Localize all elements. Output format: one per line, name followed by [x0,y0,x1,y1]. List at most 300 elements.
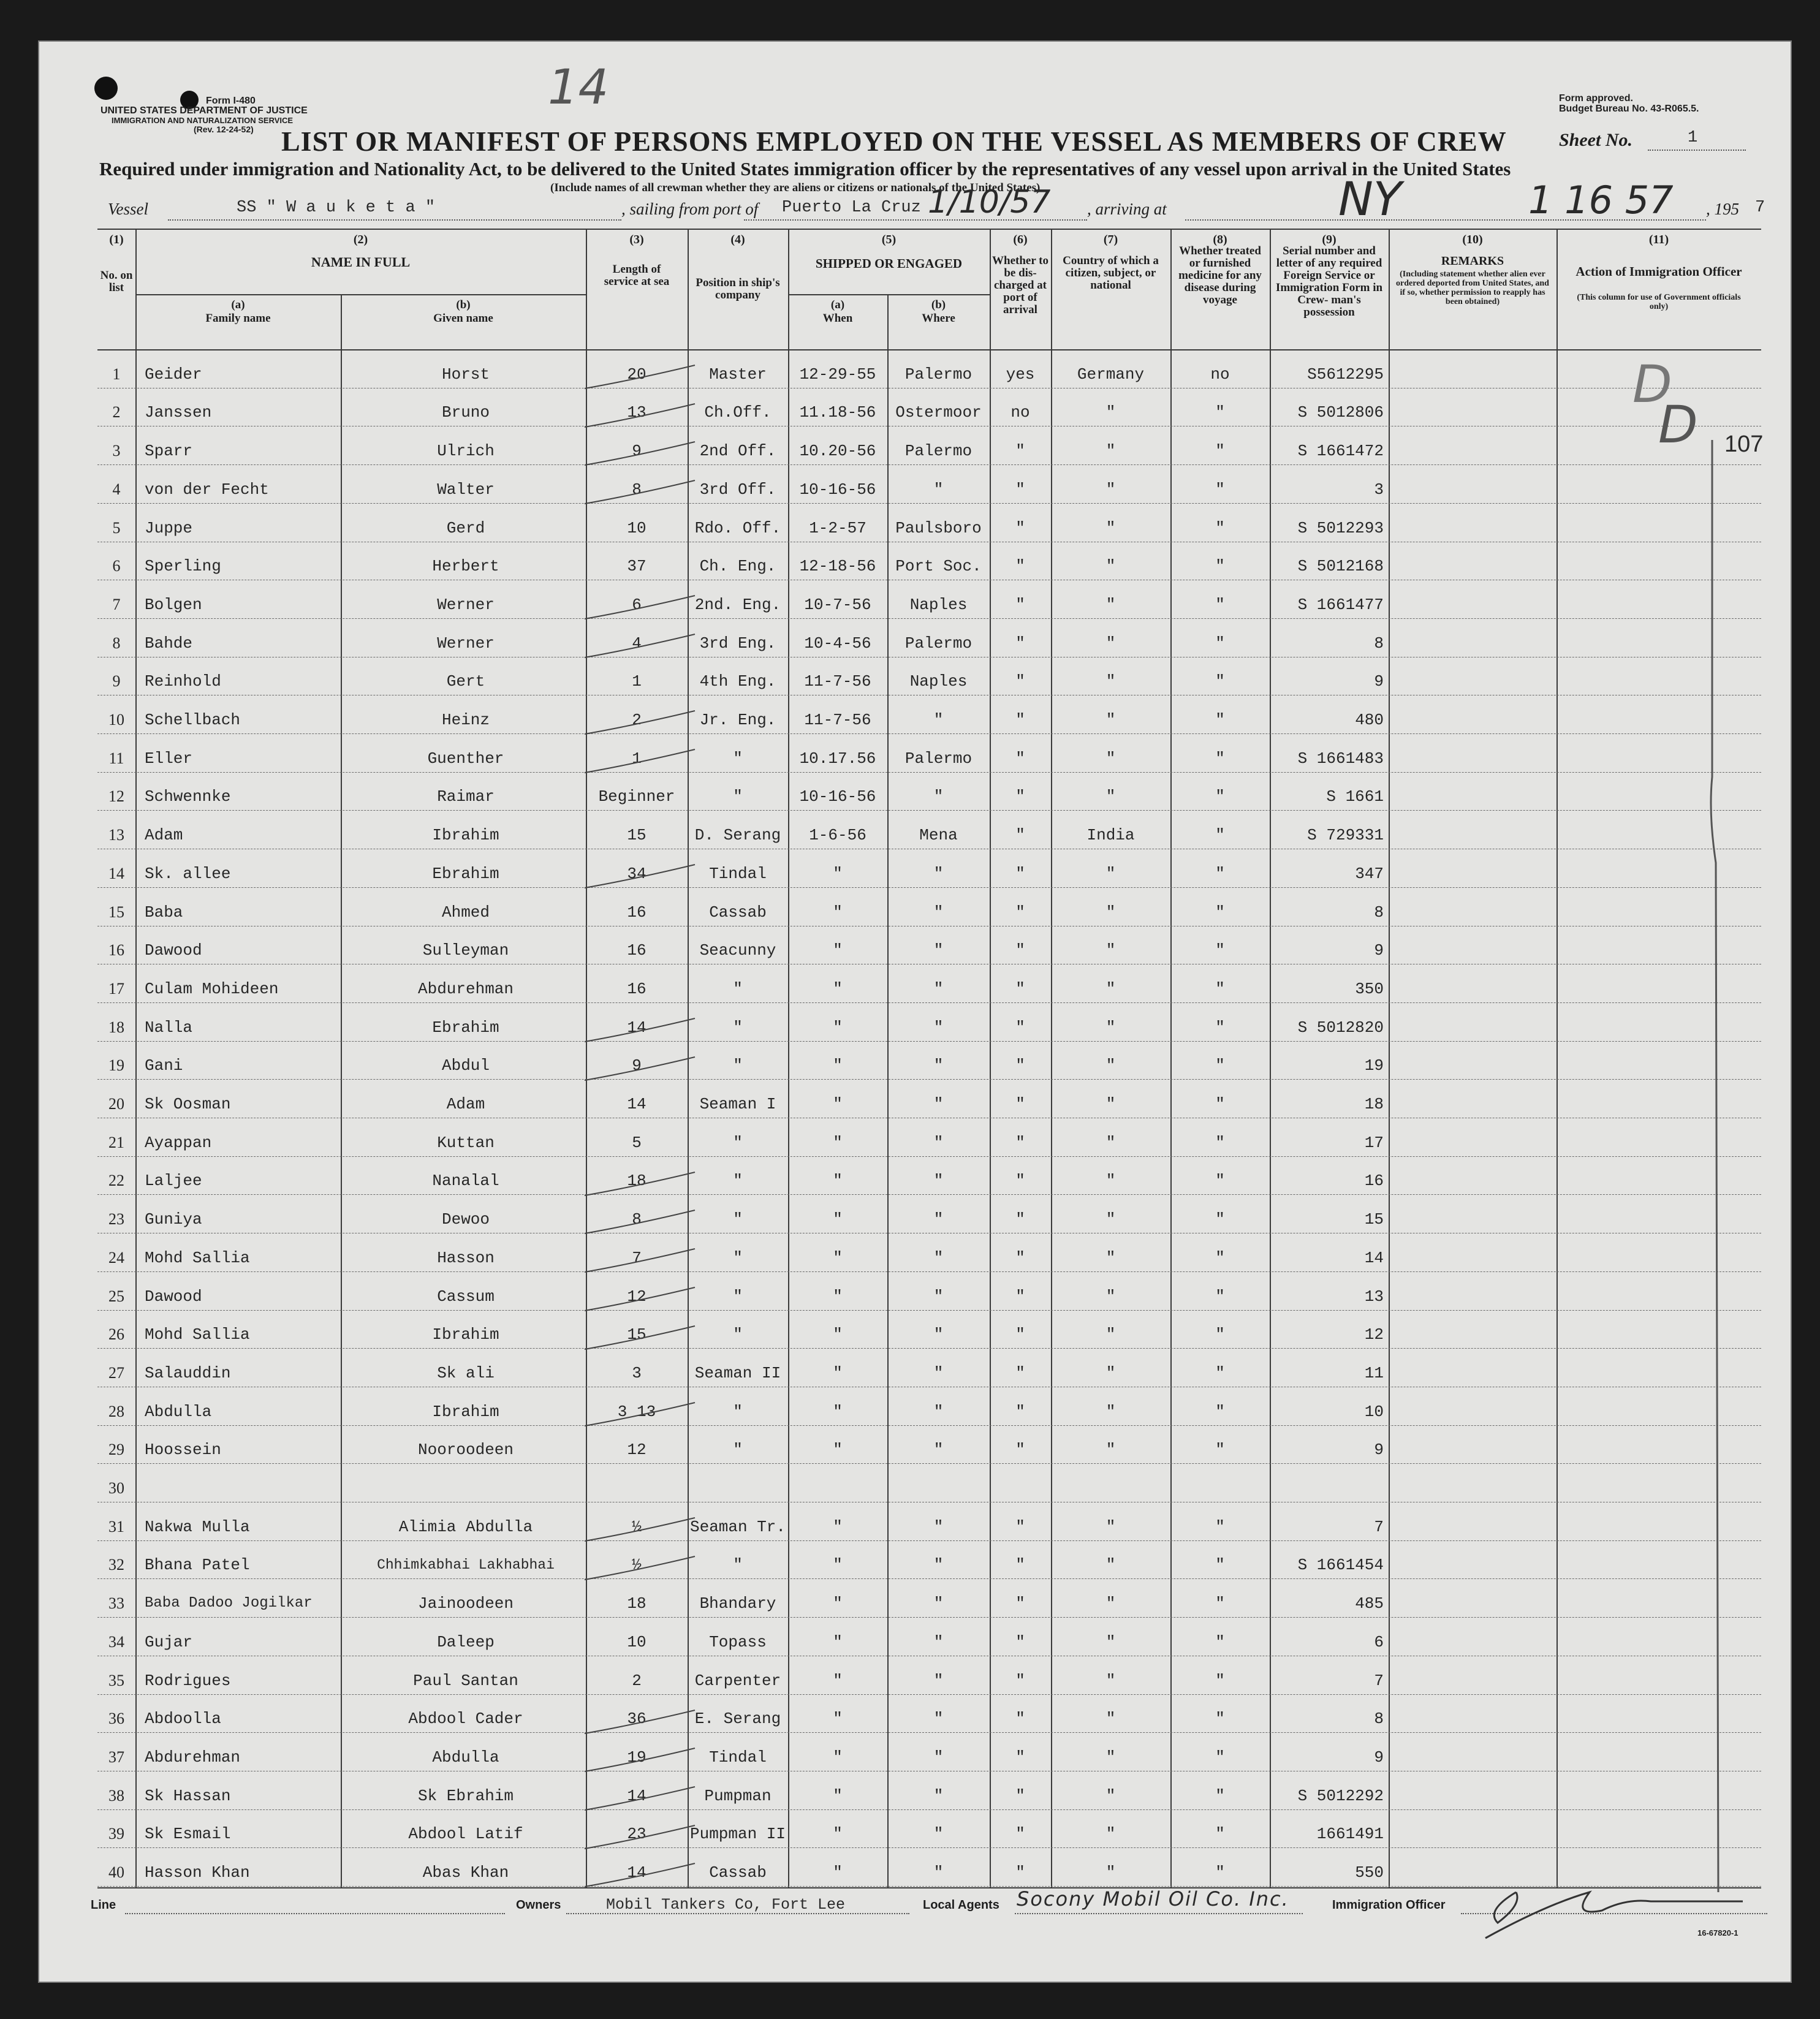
cell-medicine: " [1215,749,1225,768]
cell-when: " [833,1095,843,1113]
cell-no: 20 [108,1095,124,1113]
cell-position: Master [709,365,767,384]
cell-family: Bolgen [145,595,202,614]
cell-service: ½ [632,1556,642,1575]
tick-mark [578,1399,701,1430]
cell-country: " [1105,1172,1116,1191]
cell-when: 11-7-56 [804,672,871,691]
tick-mark [578,707,701,738]
cell-when: " [833,864,843,883]
cell-service: 8 [632,480,642,499]
cell-when: " [833,1748,843,1767]
cell-serial: 11 [1364,1363,1384,1382]
cell-country: " [1105,1287,1116,1306]
cell-family: Sk Esmail [145,1825,231,1844]
cell-discharged: no [1010,403,1030,422]
cell-given: Guenther [427,749,504,768]
cell-where: Palermo [904,749,973,768]
row-rule [97,1463,1761,1464]
cell-family: Geider [145,365,202,384]
cell-no: 37 [108,1748,124,1766]
cell-family: Sparr [145,442,193,461]
cell-country: " [1105,634,1116,653]
row-rule [97,1194,1761,1195]
cell-position: Pumpman II [689,1825,786,1844]
cell-where: Palermo [904,365,973,384]
cell-country: " [1105,595,1116,614]
col1-number: (1) [109,233,124,246]
cell-medicine: no [1210,365,1230,384]
cell-service: 34 [627,864,646,883]
cell-given: Herbert [432,557,499,576]
tick-mark [578,746,701,776]
col5-header: SHIPPED OR ENGAGED [815,256,963,271]
row-rule [97,1694,1761,1695]
cell-family: Nakwa Mulla [145,1517,250,1536]
cell-when: " [833,1671,843,1690]
cell-position: " [733,1018,743,1037]
col7-number: (7) [1103,233,1118,246]
cell-where: " [933,1325,944,1344]
cell-service: ½ [632,1517,642,1536]
cell-service: 2 [632,1671,642,1690]
cell-serial: 17 [1364,1133,1384,1152]
cell-family: Laljee [145,1172,202,1191]
col7-header: Country of which a citizen, subject, or national [1063,254,1159,292]
cell-service: 5 [632,1133,642,1152]
cell-when: 10-16-56 [799,787,876,806]
cell-service: 6 [632,595,642,614]
sailing-label: , sailing from port of [621,200,759,218]
cell-when: 10-4-56 [804,634,871,653]
col4-number: (4) [730,233,745,246]
cell-no: 17 [108,979,124,998]
row-rule [97,1809,1761,1810]
cell-given: Abdurehman [417,979,514,998]
cell-discharged: " [1015,1786,1025,1805]
cell-where: " [933,941,944,960]
cell-position: " [733,1402,743,1421]
cell-service: Beginner [598,787,675,806]
cell-where: " [933,1133,944,1152]
cell-discharged: " [1015,1671,1025,1690]
cell-no: 11 [108,749,124,767]
tick-mark [578,1744,701,1775]
cell-service: 16 [627,941,646,960]
cell-discharged: " [1015,1325,1025,1344]
cell-where: " [933,1710,944,1729]
cell-when: " [833,1172,843,1191]
cell-where: " [933,1517,944,1536]
cell-country: " [1105,557,1116,576]
cell-discharged: " [1015,518,1025,537]
cell-given: Daleep [437,1632,495,1651]
cell-no: 22 [108,1172,124,1190]
cell-service: 7 [632,1248,642,1267]
cell-discharged: " [1015,1632,1025,1651]
cell-service: 14 [627,1018,646,1037]
cell-where: " [933,1248,944,1267]
cell-given: Jainoodeen [417,1594,514,1613]
tick-mark [578,631,701,661]
cell-no: 40 [108,1863,124,1881]
cell-serial: 6 [1374,1632,1384,1651]
service-name: IMMIGRATION AND NATURALIZATION SERVICE [112,116,294,125]
cell-service: 36 [627,1710,646,1729]
cell-family: Gujar [145,1632,193,1651]
form-code: 16-67820-1 [1697,1928,1738,1938]
cell-country: " [1105,1748,1116,1767]
cell-discharged: " [1015,1556,1025,1575]
cell-service: 19 [627,1748,646,1767]
cell-service: 9 [632,1056,642,1075]
cell-medicine: " [1215,1825,1225,1844]
cell-medicine: " [1215,518,1225,537]
year-suffix: 7 [1755,199,1765,217]
cell-position: Cassab [709,903,767,922]
col4-header: Position in ship's company [696,276,780,301]
cell-no: 9 [112,672,121,691]
cell-no: 15 [108,903,124,921]
cell-discharged: " [1015,826,1025,845]
tick-mark [578,861,701,892]
col2b-number: (b) [456,298,471,311]
vessel-name: SS " W a u k e t a " [237,199,436,217]
row-rule [97,1847,1761,1848]
cell-given: Hasson [437,1248,495,1267]
cell-service: 10 [627,518,646,537]
cell-when: 12-29-55 [799,365,876,384]
cell-serial: S 1661454 [1297,1556,1384,1575]
cell-given: Werner [437,595,495,614]
cell-medicine: " [1215,1710,1225,1729]
cell-medicine: " [1215,1517,1225,1536]
cell-where: " [933,864,944,883]
cell-family: Culam Mohideen [145,979,279,998]
cell-given: Nooroodeen [417,1441,514,1460]
sheet-label: Sheet No. [1559,130,1632,150]
cell-when: " [833,1018,843,1037]
cell-country: " [1105,1018,1116,1037]
cell-discharged: " [1015,1287,1025,1306]
cell-medicine: " [1215,1133,1225,1152]
page-title: LIST OR MANIFEST OF PERSONS EMPLOYED ON THE VESSEL AS MEMBERS OF CREW [281,126,1507,157]
cell-family: Sk Hassan [145,1786,231,1805]
cell-serial: 13 [1364,1287,1384,1306]
cell-country: " [1105,1786,1116,1805]
cell-family: Sperling [145,557,221,576]
cell-medicine: " [1215,1248,1225,1267]
cell-medicine: " [1215,1556,1225,1575]
cell-medicine: " [1215,826,1225,845]
cell-family: Ayappan [145,1133,212,1152]
cell-given: Ulrich [437,442,495,461]
tick-mark [578,1822,701,1852]
cell-when: " [833,1441,843,1460]
cell-family: von der Fecht [145,480,269,499]
cell-medicine: " [1215,787,1225,806]
cell-country: " [1105,1556,1116,1575]
tick-mark [578,1706,701,1737]
cell-discharged: " [1015,1056,1025,1075]
cell-when: " [833,903,843,922]
cell-when: 10-16-56 [799,480,876,499]
col2-number: (2) [353,233,368,246]
row-rule [97,1578,1761,1579]
officer-mark: D [1658,395,1698,455]
cell-position: Ch.Off. [704,403,772,422]
cell-serial: 485 [1355,1594,1384,1613]
tick-mark [578,1284,701,1314]
cell-no: 14 [108,864,124,882]
cell-discharged: yes [1006,365,1035,384]
cell-no: 3 [112,442,121,460]
cell-country: " [1105,1325,1116,1344]
cell-family: Schellbach [145,711,241,729]
cell-serial: 9 [1374,672,1384,691]
row-rule [97,1079,1761,1080]
cell-position: Seaman I [699,1095,776,1113]
cell-position: 4th Eng. [699,672,776,691]
cell-when: " [833,1056,843,1075]
cell-given: Ibrahim [432,1402,499,1421]
cell-position: " [733,1556,743,1575]
cell-given: Alimia Abdulla [398,1517,533,1536]
cell-serial: 9 [1374,1441,1384,1460]
cell-no: 30 [108,1479,124,1497]
cell-where: " [933,1441,944,1460]
cell-medicine: " [1215,480,1225,499]
row-rule [97,1271,1761,1272]
col2a-header: Family name [205,312,271,325]
include-note: (Include names of all crewman whether they are aliens or citizens or nationals of the United States) [550,181,1041,194]
officer-mark: D [1632,354,1672,414]
cell-serial: 14 [1364,1248,1384,1267]
cell-given: Gerd [446,518,485,537]
cell-discharged: " [1015,903,1025,922]
cell-where: Palermo [904,634,973,653]
cell-service: 2 [632,711,642,729]
cell-family: Reinhold [145,672,221,691]
col10-note: (Including statement whether alien ever ordered deported from United States, and if so, whether permission to reapply has been obtained) [1396,270,1549,306]
cell-position: " [733,749,743,768]
cell-where: " [933,1402,944,1421]
cell-given: Heinz [441,711,490,729]
cell-when: 11.18-56 [799,403,876,422]
cell-country: " [1105,1594,1116,1613]
cell-position: E. Serang [694,1710,781,1729]
cell-given: Adam [446,1095,485,1113]
cell-discharged: " [1015,634,1025,653]
cell-medicine: " [1215,557,1225,576]
cell-country: " [1105,480,1116,499]
row-rule [97,733,1761,734]
cell-family: Sk Oosman [145,1095,231,1113]
cell-position: Tindal [709,864,767,883]
cell-serial: 7 [1374,1671,1384,1690]
cell-service: 37 [627,557,646,576]
cell-country: " [1105,1517,1116,1536]
row-rule [97,1540,1761,1541]
cell-serial: 12 [1364,1325,1384,1344]
cell-service: 14 [627,1095,646,1113]
cell-service: 9 [632,442,642,461]
cell-where: Palermo [904,442,973,461]
cell-where: " [933,979,944,998]
cell-discharged: " [1015,1825,1025,1844]
cell-given: Nanalal [432,1172,499,1191]
cell-given: Ahmed [441,903,490,922]
cell-medicine: " [1215,711,1225,729]
cell-where: " [933,787,944,806]
tick-mark [578,362,701,392]
cell-when: 11-7-56 [804,711,871,729]
column-divider [341,294,342,1887]
cell-medicine: " [1215,1441,1225,1460]
cell-position: " [733,979,743,998]
cell-no: 19 [108,1056,124,1075]
form-approved: Form approved. [1559,93,1633,104]
cell-country: " [1105,1671,1116,1690]
cell-no: 26 [108,1325,124,1344]
tick-mark [578,477,701,507]
cell-service: 12 [627,1441,646,1460]
cell-when: " [833,1133,843,1152]
cell-country: " [1105,1056,1116,1075]
department: UNITED STATES DEPARTMENT OF JUSTICE [100,105,308,116]
tick-mark [578,1860,701,1890]
cell-given: Abdul [441,1056,490,1075]
cell-position: " [733,1325,743,1344]
cell-country: " [1105,1402,1116,1421]
cell-when: " [833,1863,843,1882]
cell-medicine: " [1215,1172,1225,1191]
col8-header: Whether treated or furnished medicine for any disease during voyage [1178,244,1262,306]
cell-when: " [833,1517,843,1536]
cell-family: Abdurehman [145,1748,241,1767]
cell-service: 4 [632,634,642,653]
cell-position: Rdo. Off. [694,518,781,537]
cell-serial: 480 [1355,711,1384,729]
row-rule [97,464,1761,465]
cell-service: 16 [627,979,646,998]
cell-country: " [1105,903,1116,922]
cell-no: 24 [108,1248,124,1267]
cell-no: 32 [108,1556,124,1574]
cell-medicine: " [1215,1363,1225,1382]
cell-family: Janssen [145,403,212,422]
margin-number: 107 [1724,431,1764,457]
cell-no: 2 [112,403,121,422]
col3-number: (3) [629,233,644,246]
cell-when: " [833,941,843,960]
cell-serial: S 1661 [1326,787,1384,806]
cell-medicine: " [1215,1402,1225,1421]
col5a-number: (a) [830,298,845,311]
cell-medicine: " [1215,1095,1225,1113]
cell-country: " [1105,1632,1116,1651]
cell-where: " [933,1748,944,1767]
cell-medicine: " [1215,1325,1225,1344]
cell-position: 3rd Eng. [699,634,776,653]
cell-where: Naples [909,595,968,614]
cell-family: Mohd Sallia [145,1248,250,1267]
cell-serial: S 5012293 [1297,518,1384,537]
cell-country: " [1105,1441,1116,1460]
owners-value: Mobil Tankers Co, Fort Lee [606,1896,846,1914]
col10-header: REMARKS [1441,254,1504,268]
cell-serial: 3 [1374,480,1384,499]
cell-medicine: " [1215,1748,1225,1767]
cell-serial: 19 [1364,1056,1384,1075]
cell-family: Gani [145,1056,183,1075]
tick-mark [578,1553,701,1583]
cell-where: " [933,1018,944,1037]
cell-no: 18 [108,1018,124,1036]
cell-service: 18 [627,1594,646,1613]
cell-no: 25 [108,1287,124,1305]
arriving-label: , arriving at [1087,200,1167,218]
cell-no: 39 [108,1825,124,1843]
row-rule [97,1041,1761,1042]
cell-no: 16 [108,941,124,960]
row-rule [97,1156,1761,1157]
cell-no: 1 [112,365,121,383]
cell-when: " [833,979,843,998]
cell-serial: 18 [1364,1095,1384,1113]
cell-given: Abdool Cader [408,1710,523,1729]
cell-medicine: " [1215,442,1225,461]
cell-when: " [833,1248,843,1267]
cell-where: " [933,1210,944,1229]
row-rule [97,1425,1761,1426]
cell-service: 18 [627,1172,646,1191]
cell-where: Mena [919,826,958,845]
cell-no: 8 [112,634,121,652]
cell-position: 2nd. Eng. [694,595,781,614]
cell-where: Port Soc. [895,557,982,576]
cell-country: " [1105,442,1116,461]
cell-given: Raimar [437,787,495,806]
punch-hole [94,77,118,100]
row-rule [97,1617,1761,1618]
cell-discharged: " [1015,672,1025,691]
cell-family: Bhana Patel [145,1556,250,1575]
cell-country: " [1105,864,1116,883]
cell-discharged: " [1015,941,1025,960]
cell-no: 23 [108,1210,124,1229]
col6-number: (6) [1013,233,1028,246]
year-prefix: , 195 [1706,200,1739,218]
col9-header: Serial number and letter of any required Foreign Service or Immigration Form in Crew- man's possession [1275,244,1383,319]
cell-discharged: " [1015,749,1025,768]
cell-given: Ebrahim [432,1018,499,1037]
cell-serial: 10 [1364,1402,1384,1421]
cell-when: " [833,1325,843,1344]
cell-service: 15 [627,826,646,845]
cell-where: " [933,1172,944,1191]
tick-mark [578,1514,701,1545]
cell-service: 1 [632,749,642,768]
cell-family: Hasson Khan [145,1863,250,1882]
cell-medicine: " [1215,634,1225,653]
cell-serial: S 1661483 [1297,749,1384,768]
handwritten-mark: 14 [548,60,609,115]
cell-country: " [1105,1210,1116,1229]
cell-family: Dawood [145,1287,202,1306]
cell-when: " [833,1402,843,1421]
arriving-date: 1 16 57 [1528,178,1674,222]
